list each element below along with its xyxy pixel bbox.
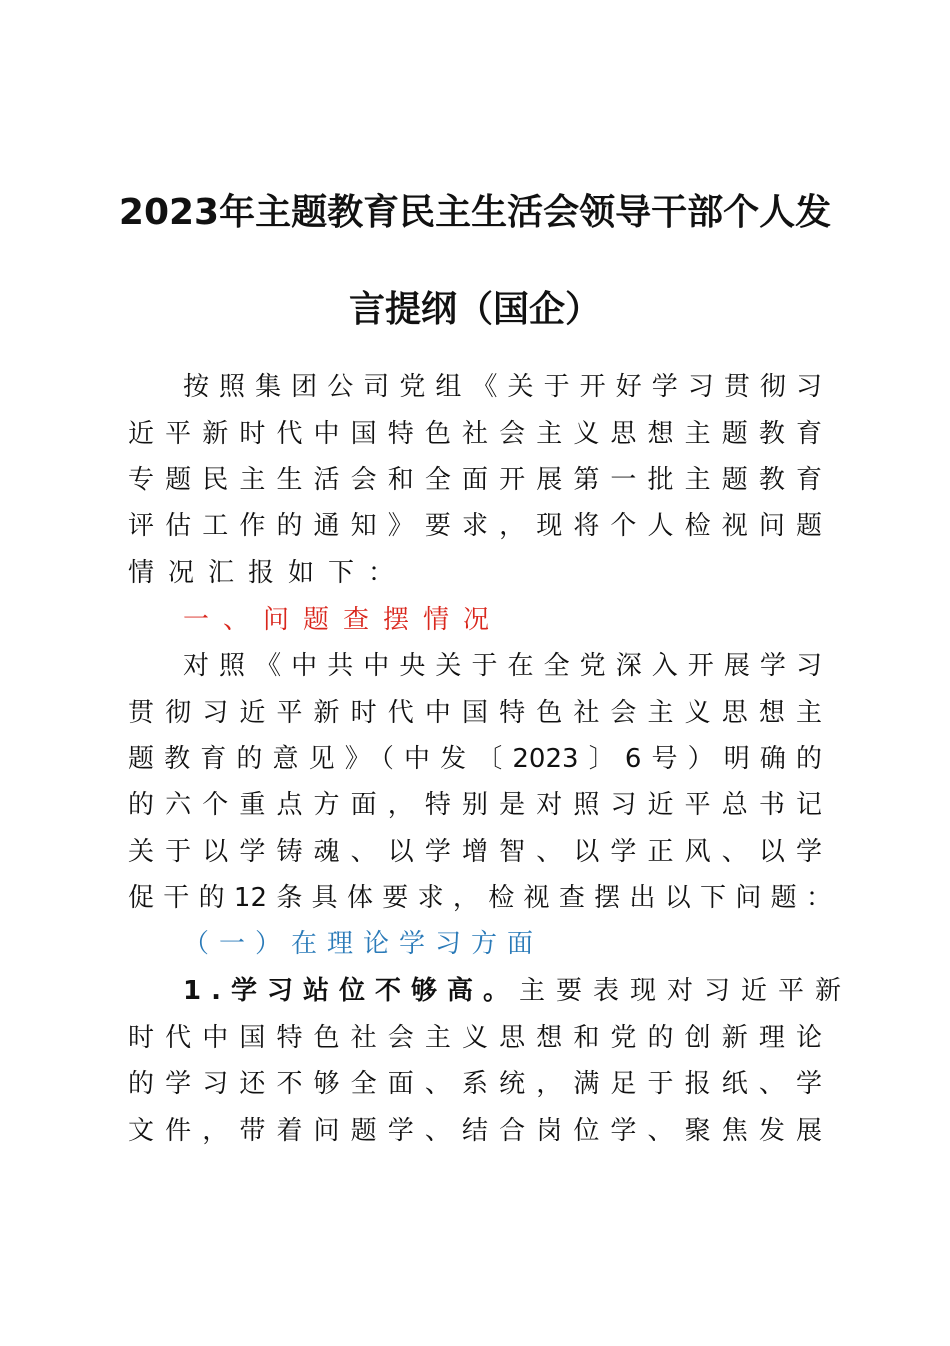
paragraph-1-line-4: 评估工作的通知》要求，现将个人检视问题 [128,511,822,541]
document-title-line-2: 言提纲（国企） [348,289,601,330]
paragraph-2-line-1: 对照《中共中央关于在全党深入开展学习 [183,651,822,681]
paragraph-2-line-4: 的六个重点方面，特别是对照习近平总书记 [128,790,822,820]
paragraph-2-line-5: 关于以学铸魂、以学增智、以学正风、以学 [128,837,822,867]
item-1-line-1-text: 主要表现对习近平新 [518,976,852,1006]
paragraph-1-line-3: 专题民主生活会和全面开展第一批主题教育 [128,465,822,495]
subsection-heading-theory-study: （一）在理论学习方面 [183,929,544,959]
paragraph-1-line-2: 近平新时代中国特色社会主义思想主题教育 [128,419,822,449]
document-title-line-1: 2023年主题教育民主生活会领导干部个人发 [118,192,832,233]
paragraph-2-line-2: 贯彻习近平新时代中国特色社会主义思想主 [128,698,822,728]
paragraph-1-line-5: 情况汇报如下： [128,558,409,588]
item-1-line-1 [183,968,852,1014]
item-1-line-4: 文件，带着问题学、结合岗位学、聚焦发展 [128,1116,822,1146]
paragraph-1-line-1: 按照集团公司党组《关于开好学习贯彻习 [183,372,822,402]
section-heading-problems: 一、问题查摆情况 [183,605,504,635]
paragraph-2-line-6: 促干的12条具体要求，检视查摆出以下问题： [128,883,832,913]
paragraph-2-line-3: 题教育的意见》（中发〔2023〕6号）明确的 [128,744,822,774]
item-1-line-2: 时代中国特色社会主义思想和党的创新理论 [128,1023,822,1053]
item-1-heading: 1.学习站位不够高。 [183,976,519,1006]
item-1-line-3: 的学习还不够全面、系统，满足于报纸、学 [128,1069,822,1099]
